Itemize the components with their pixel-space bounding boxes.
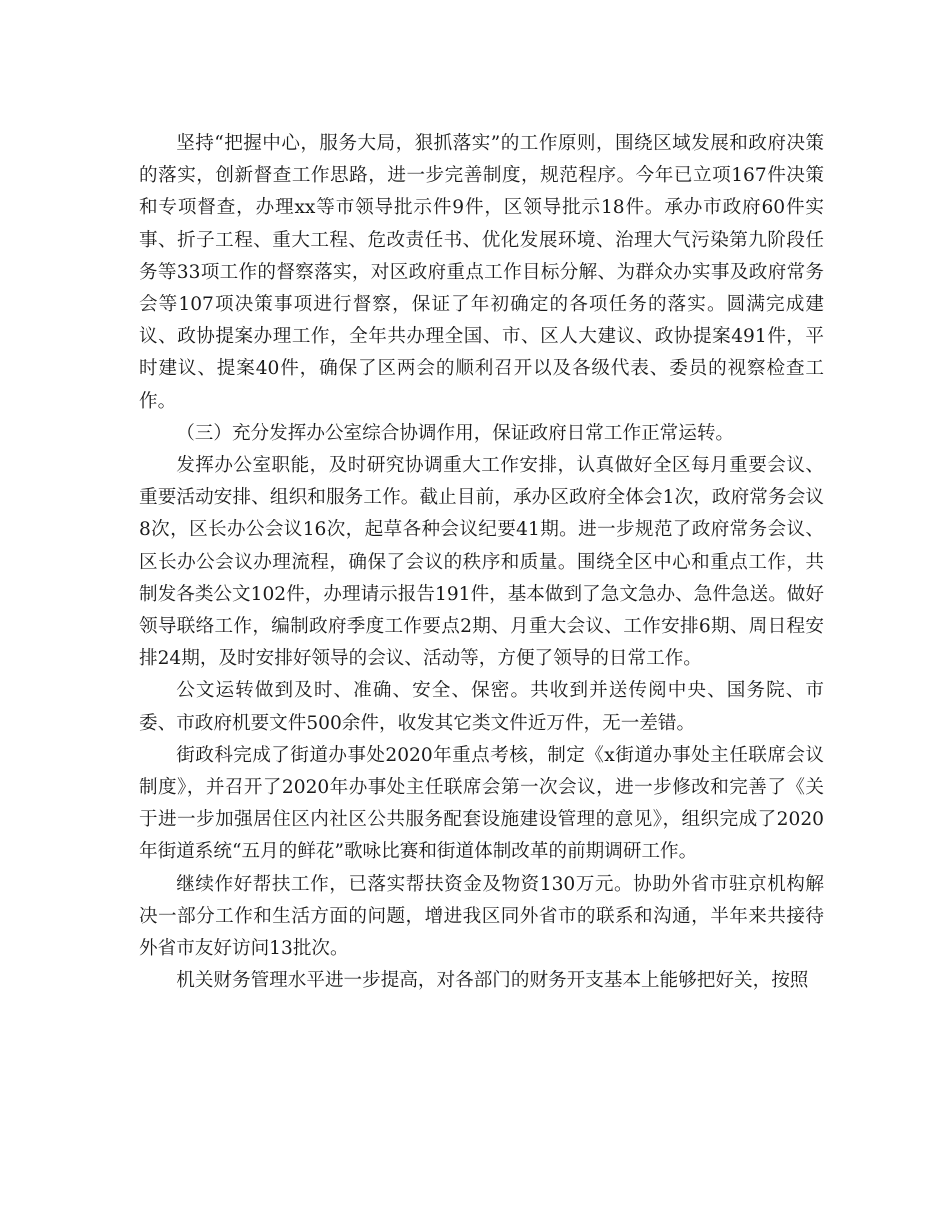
- document-body: [139, 128, 824, 997]
- section-heading-coordination: （三）充分发挥办公室综合协调作用，保证政府日常工作正常运转。: [176, 422, 735, 444]
- paragraph-finance: 机关财务管理水平进一步提高，对各部门的财务开支基本上能够把好关，按照: [176, 970, 809, 992]
- paragraph-street-affairs: 街政科完成了街道办事处2020年重点考核，制定《x街道办事处主任联席会议制度》，并召开了2020年办事处主任联席会第一次会议，进一步修改和完善了《关于进一步加强居住区内社区公共服务配套设施建设管理的意见》，组织完成了2020年街道系统“五月的鲜花”歌咏比赛和街道体制改革的前期调研工作。: [139, 744, 824, 863]
- paragraph-document-circulation: 公文运转做到及时、准确、安全、保密。共收到并送传阅中央、国务院、市委、市政府机要文件500余件，收发其它类文件近万件，无一差错。: [139, 680, 824, 734]
- paragraph-office-functions: 发挥办公室职能，及时研究协调重大工作安排，认真做好全区每月重要会议、重要活动安排、组织和服务工作。截止目前，承办区政府全体会1次，政府常务会议8次，区长办公会议16次，起草各种会议纪要41期。进一步规范了政府常务会议、区长办公会议办理流程，确保了会议的秩序和质量。围绕全区中心和重点工作，共制发各类公文102件，办理请示报告191件，基本做到了急文急办、急件急送。做好领导联络工作，编制政府季度工作要点2期、月重大会议、工作安排6期、周日程安排24期，及时安排好领导的会议、活动等，方便了领导的日常工作。: [139, 455, 824, 670]
- paragraph-assistance: 继续作好帮扶工作，已落实帮扶资金及物资130万元。协助外省市驻京机构解决一部分工作和生活方面的问题，增进我区同外省市的联系和沟通，半年来共接待外省市友好访问13批次。: [139, 873, 824, 960]
- paragraph-supervision: 坚持“把握中心，服务大局，狠抓落实”的工作原则，围绕区域发展和政府决策的落实，创新督查工作思路，进一步完善制度，规范程序。今年已立项167件决策和专项督查，办理xx等市领导批示件9件，区领导批示18件。承办市政府60件实事、折子工程、重大工程、危改责任书、优化发展环境、治理大气污染第九阶段任务等33项工作的督察落实，对区政府重点工作目标分解、为群众办实事及政府常务会等107项决策事项进行督察，保证了年初确定的各项任务的落实。圆满完成建议、政协提案办理工作，全年共办理全国、市、区人大建议、政协提案491件，平时建议、提案40件，确保了区两会的顺利召开以及各级代表、委员的视察检查工作。: [139, 133, 824, 412]
